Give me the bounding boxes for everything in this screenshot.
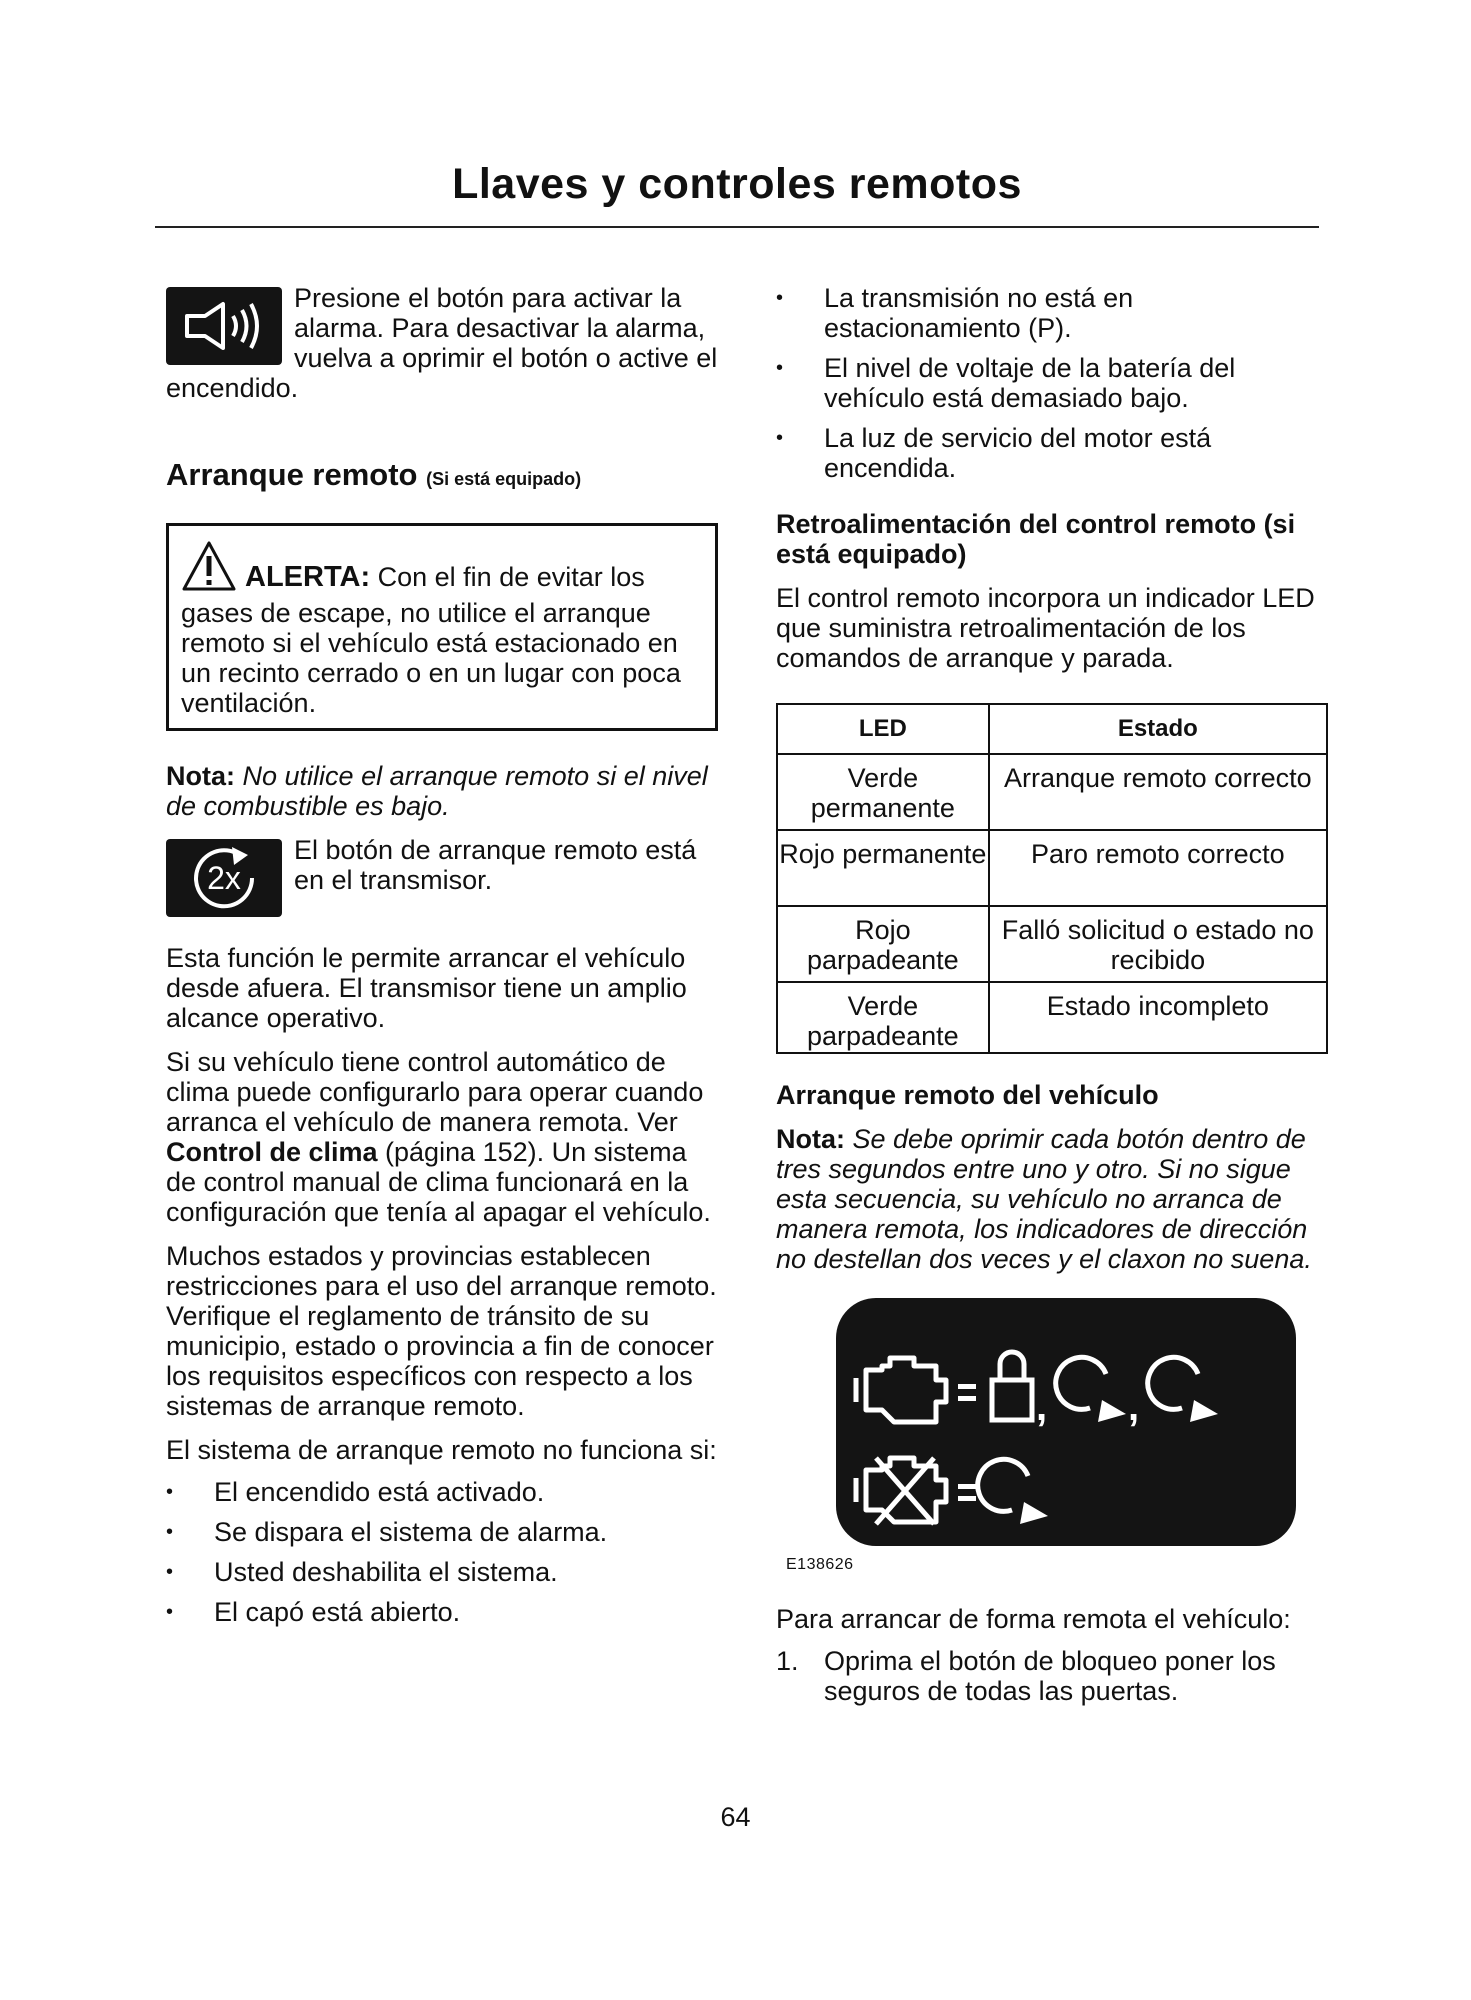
- list-item: • Se dispara el sistema de alarma.: [166, 1517, 718, 1547]
- list-item: • El nivel de voltaje de la batería del vehículo está demasiado bajo.: [776, 353, 1332, 413]
- table-header-led: LED: [777, 704, 989, 754]
- warning-triangle-icon: [181, 540, 237, 598]
- section-heading-remote-start: [166, 457, 718, 493]
- lock-icon: [992, 1352, 1032, 1420]
- paragraph-2: [166, 1047, 718, 1227]
- note-label: Nota:: [776, 1124, 845, 1154]
- table-cell: Rojo parpadeante: [777, 906, 989, 982]
- table-cell: Paro remoto correcto: [989, 830, 1327, 906]
- rotate-arrow-icon: [1148, 1357, 1198, 1409]
- right-column: [776, 283, 1332, 1706]
- table-row: [777, 754, 1327, 830]
- conditions-list: [166, 1477, 718, 1627]
- procedure-steps: [776, 1646, 1332, 1706]
- rotate-arrow-icon: [978, 1459, 1028, 1511]
- remote-start-2x-icon: [166, 839, 282, 917]
- alarm-text: Presione el botón para activar la alarma. Para desactivar la alarma, vuelva a oprimir el botón o active el encendido.: [166, 283, 718, 403]
- paragraph-2-b: (página 152). Un sistema de control manual de clima funcionará en la configuración que tenía al apagar el vehículo.: [166, 1137, 711, 1227]
- note-text: Se debe oprimir cada botón dentro de tres segundos entre uno y otro. Si no sigue esta secuencia, su vehículo no arranca de manera remota, los indicadores de dirección no destellan dos veces y el claxon no suena.: [776, 1124, 1312, 1274]
- table-cell: Rojo permanente: [777, 830, 989, 906]
- engine-off-icon: [856, 1458, 946, 1524]
- conditions-list-continued: [776, 283, 1332, 483]
- note-text: No utilice el arranque remoto si el nivel de combustible es bajo.: [166, 761, 708, 821]
- alert-text: Con el fin de evitar los gases de escape, no utilice el arranque remoto si el vehículo está estacionado en un recinto cerrado o en un lugar con poca ventilación.: [181, 562, 681, 718]
- equals-icon: [958, 1384, 976, 1401]
- section-title: Arranque remoto: [166, 457, 418, 492]
- table-row: [777, 906, 1327, 982]
- table-cell: Verde parpadeante: [777, 982, 989, 1053]
- paragraph-3: Muchos estados y provincias establecen restricciones para el uso del arranque remoto. Verifique el reglamento de tránsito de su municipio, estado o provincia a fin de conocer los requisitos específicos con respecto a los sistemas de arranque remoto.: [166, 1241, 717, 1421]
- paragraph-1: Esta función le permite arrancar el vehículo desde afuera. El transmisor tiene un amplio alcance operativo.: [166, 943, 687, 1033]
- remote-start-sequence-figure: [836, 1298, 1296, 1546]
- comma-separator: ,: [1128, 1385, 1140, 1429]
- led-status-table: [776, 703, 1328, 1054]
- list-item: • El encendido está activado.: [166, 1477, 718, 1507]
- list-item: [776, 1646, 1332, 1706]
- step-number: 1.: [776, 1646, 799, 1676]
- table-cell: Verde permanente: [777, 754, 989, 830]
- table-cell: Falló solicitud o estado no recibido: [989, 906, 1327, 982]
- page-number: 64: [720, 1802, 751, 1832]
- list-item: • La transmisión no está en estacionamiento (P).: [776, 283, 1332, 343]
- speaker-alarm-icon: [166, 287, 282, 365]
- remote-start-heading: Arranque remoto del vehículo: [776, 1080, 1159, 1110]
- table-cell: Arranque remoto correcto: [989, 754, 1327, 830]
- paragraph-4: El sistema de arranque remoto no funciona si:: [166, 1435, 717, 1465]
- alarm-block: [166, 283, 718, 403]
- alert-box: [166, 523, 718, 731]
- left-column: [166, 283, 718, 1637]
- twox-icon-label: 2x: [207, 860, 241, 896]
- procedure-intro: Para arrancar de forma remota el vehículo:: [776, 1604, 1291, 1634]
- figure-id: E138626: [786, 1556, 854, 1573]
- comma-separator: ,: [1036, 1385, 1048, 1429]
- equals-icon: [958, 1484, 976, 1501]
- remote-start-button-block: [166, 835, 718, 895]
- start-note: [776, 1124, 1332, 1274]
- table-row: [777, 830, 1327, 906]
- section-subtitle: (Si está equipado): [426, 469, 582, 489]
- rotate-arrow-icon: [1056, 1357, 1106, 1409]
- title-divider: [155, 226, 1319, 228]
- climate-control-link[interactable]: Control de clima: [166, 1137, 378, 1167]
- alert-label: ALERTA:: [245, 561, 371, 593]
- list-item: • El capó está abierto.: [166, 1597, 718, 1627]
- list-item: • La luz de servicio del motor está encendida.: [776, 423, 1332, 483]
- table-header-status: Estado: [989, 704, 1327, 754]
- paragraph-2-a: Si su vehículo tiene control automático de clima puede configurarlo para operar cuando arranca el vehículo de manera remota. Ver: [166, 1047, 704, 1137]
- list-item: • Usted deshabilita el sistema.: [166, 1557, 718, 1587]
- table-cell: Estado incompleto: [989, 982, 1327, 1053]
- feedback-heading: Retroalimentación del control remoto (si está equipado): [776, 509, 1296, 569]
- engine-icon: [856, 1358, 946, 1422]
- note: [166, 761, 718, 821]
- twox-text: El botón de arranque remoto está en el transmisor.: [294, 835, 697, 895]
- table-row: [777, 982, 1327, 1053]
- note-label: Nota:: [166, 761, 235, 791]
- feedback-text: El control remoto incorpora un indicador LED que suministra retroalimentación de los comandos de arranque y parada.: [776, 583, 1315, 673]
- page-title: Llaves y controles remotos: [452, 160, 1022, 208]
- step-text: Oprima el botón de bloqueo poner los seguros de todas las puertas.: [824, 1646, 1276, 1706]
